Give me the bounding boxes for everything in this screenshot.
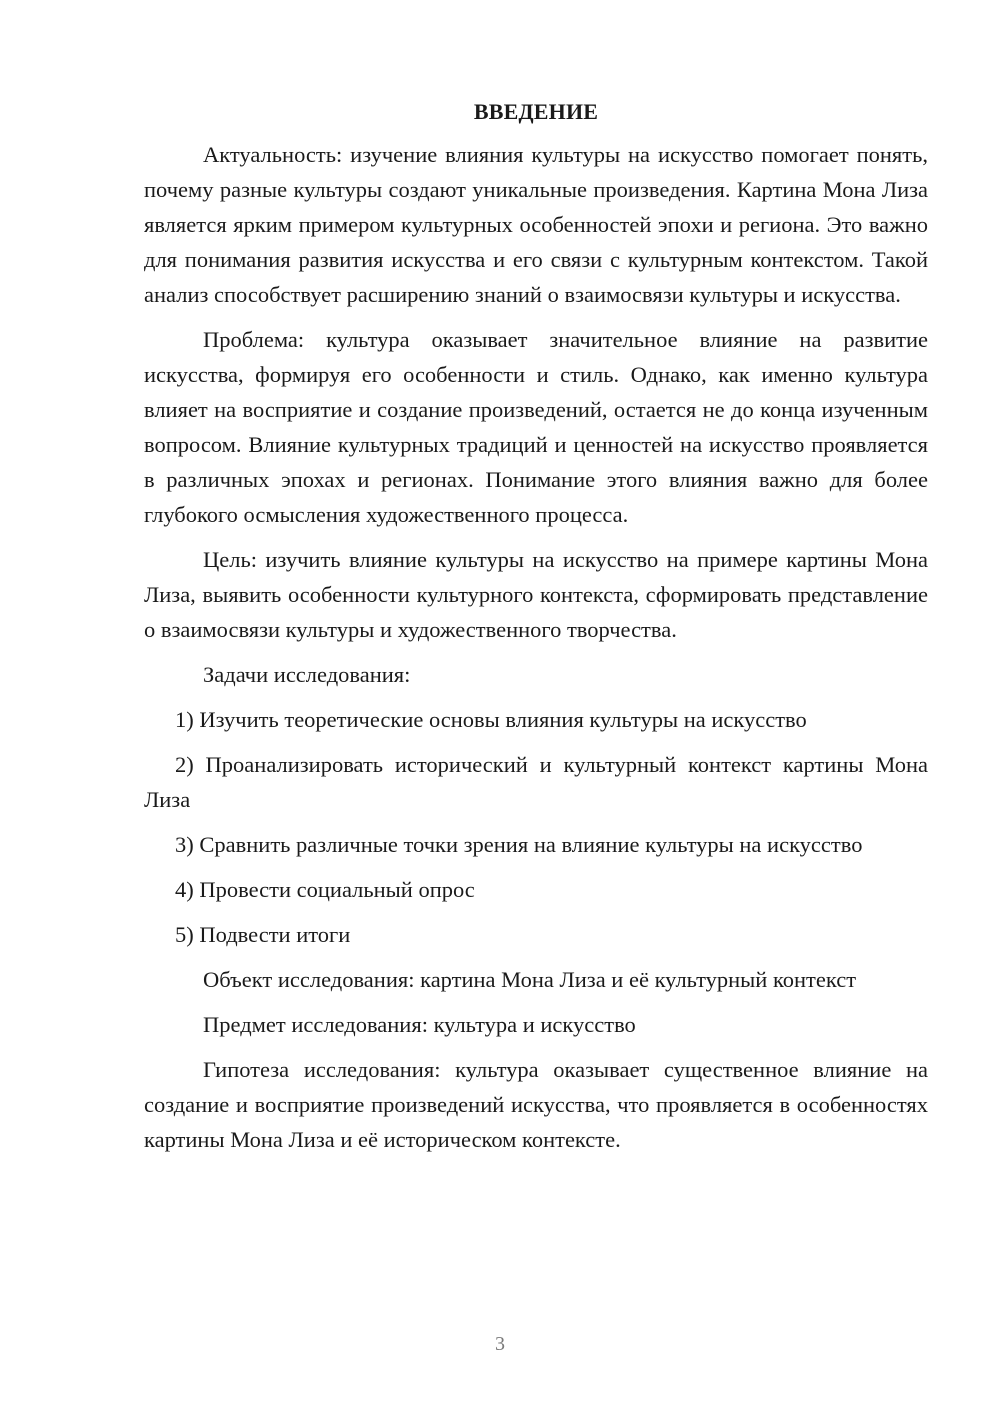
object-paragraph: Объект исследования: картина Мона Лиза и её культурный контекст	[203, 967, 857, 992]
task-item-2: 2) Проанализировать исторический и культурный контекст картины Мона Лиза	[144, 752, 928, 812]
task-item-3: 3) Сравнить различные точки зрения на влияние культуры на искусство	[175, 832, 863, 857]
goal-paragraph: Цель: изучить влияние культуры на искусство на примере картины Мона Лиза, выявить особенности культурного контекста, сформировать представление о взаимосвязи культуры и художественного творчества.	[144, 547, 928, 642]
task-item-5: 5) Подвести итоги	[175, 922, 351, 947]
page-content	[144, 95, 928, 1167]
tasks-heading: Задачи исследования:	[203, 662, 411, 687]
relevance-paragraph: Актуальность: изучение влияния культуры на искусство помогает понять, почему разные культуры создают уникальные произведения. Картина Мона Лиза является ярким примером культурных особенностей эпохи и региона. Это важно для понимания развития искусства и его связи с культурным контекстом. Такой анализ способствует расширению знаний о взаимосвязи культуры и искусства.	[144, 142, 928, 307]
subject-paragraph: Предмет исследования: культура и искусство	[203, 1012, 636, 1037]
page-number: 3	[495, 1333, 505, 1355]
task-item-4: 4) Провести социальный опрос	[175, 877, 475, 902]
problem-paragraph: Проблема: культура оказывает значительное влияние на развитие искусства, формируя его особенности и стиль. Однако, как именно культура влияет на восприятие и создание произведений, остается не до конца изученным вопросом. Влияние культурных традиций и ценностей на искусство проявляется в различных эпохах и регионах. Понимание этого влияния важно для более глубокого осмысления художественного процесса.	[144, 327, 928, 527]
task-item-1: 1) Изучить теоретические основы влияния культуры на искусство	[175, 707, 807, 732]
hypothesis-paragraph: Гипотеза исследования: культура оказывает существенное влияние на создание и восприятие произведений искусства, что проявляется в особенностях картины Мона Лиза и её историческом контексте.	[144, 1057, 928, 1152]
section-title: ВВЕДЕНИЕ	[473, 99, 599, 124]
